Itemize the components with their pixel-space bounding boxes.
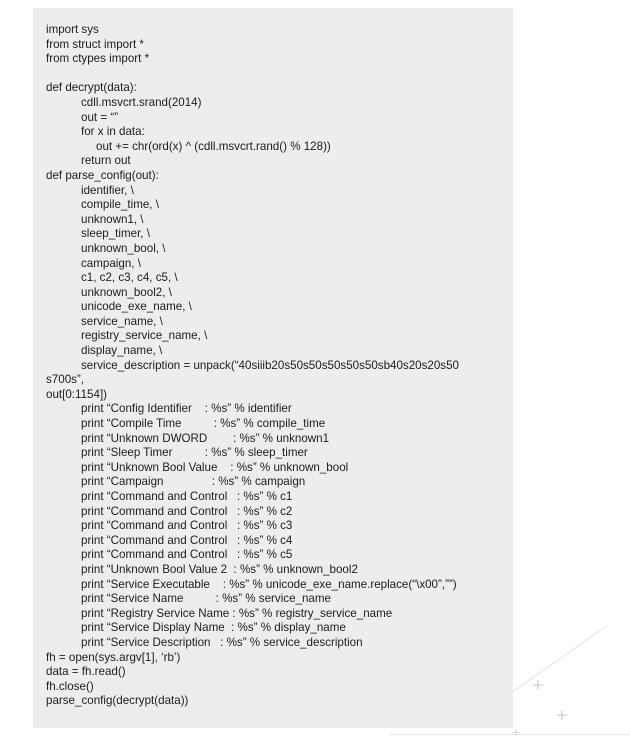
code-line: campaign, \	[81, 256, 141, 270]
code-line: data = fh.read()	[46, 665, 126, 679]
code-line: parse_config(decrypt(data))	[46, 694, 189, 708]
code-line: print “Command and Control : %s” % c5	[81, 548, 293, 562]
code-line: s700s”,	[46, 373, 85, 387]
code-line: print “Command and Control : %s” % c3	[81, 519, 293, 533]
code-line: print “Unknown DWORD : %s” % unknown1	[81, 431, 330, 445]
decorative-line	[390, 734, 630, 735]
code-line: print “Sleep Timer : %s” % sleep_timer	[81, 446, 308, 460]
code-line: from struct import *	[46, 37, 144, 51]
code-line: print “Service Name : %s” % service_name	[81, 592, 331, 606]
code-line: out += chr(ord(x) ^ (cdll.msvcrt.rand() % 128))	[96, 139, 331, 153]
code-line: fh.close()	[46, 679, 94, 693]
code-line: print “Command and Control : %s” % c2	[81, 504, 293, 518]
code-line: print “Service Display Name : %s” % display_name	[81, 621, 346, 635]
code-line: display_name, \	[81, 344, 163, 358]
code-line: print “Campaign : %s” % campaign	[81, 475, 306, 489]
code-line: print “Unknown Bool Value : %s” % unknown_bool	[81, 460, 349, 474]
code-line: unknown_bool, \	[81, 241, 166, 255]
decorative-plus-icon: +	[512, 724, 521, 737]
code-line: print “Unknown Bool Value 2 : %s” % unknown_bool2	[81, 562, 358, 576]
code-line: out = “”	[81, 110, 119, 124]
code-line: return out	[81, 154, 131, 168]
decorative-plus-icon: +	[532, 675, 544, 697]
code-line: out[0:1154])	[46, 387, 108, 401]
code-line: service_description = unpack(“40siiib20s50s50s50s50s50sb40s20s20s50	[81, 358, 460, 372]
code-line: c1, c2, c3, c4, c5, \	[81, 271, 178, 285]
code-line: print “Command and Control : %s” % c4	[81, 533, 293, 547]
decorative-plus-icon: +	[556, 705, 568, 727]
code-line: print “Service Executable : %s” % unicode_exe_name.replace(“\x00”,””)	[81, 577, 457, 591]
code-line	[46, 67, 513, 82]
code-line: service_name, \	[81, 314, 163, 328]
code-line: identifier, \	[81, 183, 134, 197]
code-line: sleep_timer, \	[81, 227, 150, 241]
code-line: compile_time, \	[81, 198, 159, 212]
code-line: unknown1, \	[81, 212, 144, 226]
decorative-line	[500, 625, 607, 700]
code-line: cdll.msvcrt.srand(2014)	[81, 95, 202, 109]
code-line: unknown_bool2, \	[81, 285, 172, 299]
code-line: print “Registry Service Name : %s” % registry_service_name	[81, 606, 393, 620]
code-line: print “Config Identifier : %s” % identifier	[81, 402, 292, 416]
code-line: def decrypt(data):	[46, 81, 137, 95]
code-line: fh = open(sys.argv[1], ‘rb’)	[46, 650, 181, 664]
code-listing	[33, 8, 513, 728]
code-line: import sys	[46, 23, 99, 36]
code-line: print “Command and Control : %s” % c1	[81, 490, 293, 503]
code-line: print “Service Description : %s” % service_description	[81, 635, 363, 649]
code-line: def parse_config(out):	[46, 168, 159, 182]
code-line: registry_service_name, \	[81, 329, 208, 343]
code-line: from ctypes import *	[46, 52, 150, 66]
code-line: print “Compile Time : %s” % compile_time	[81, 417, 326, 431]
code-line: unicode_exe_name, \	[81, 300, 192, 314]
code-line: for x in data:	[81, 125, 145, 139]
